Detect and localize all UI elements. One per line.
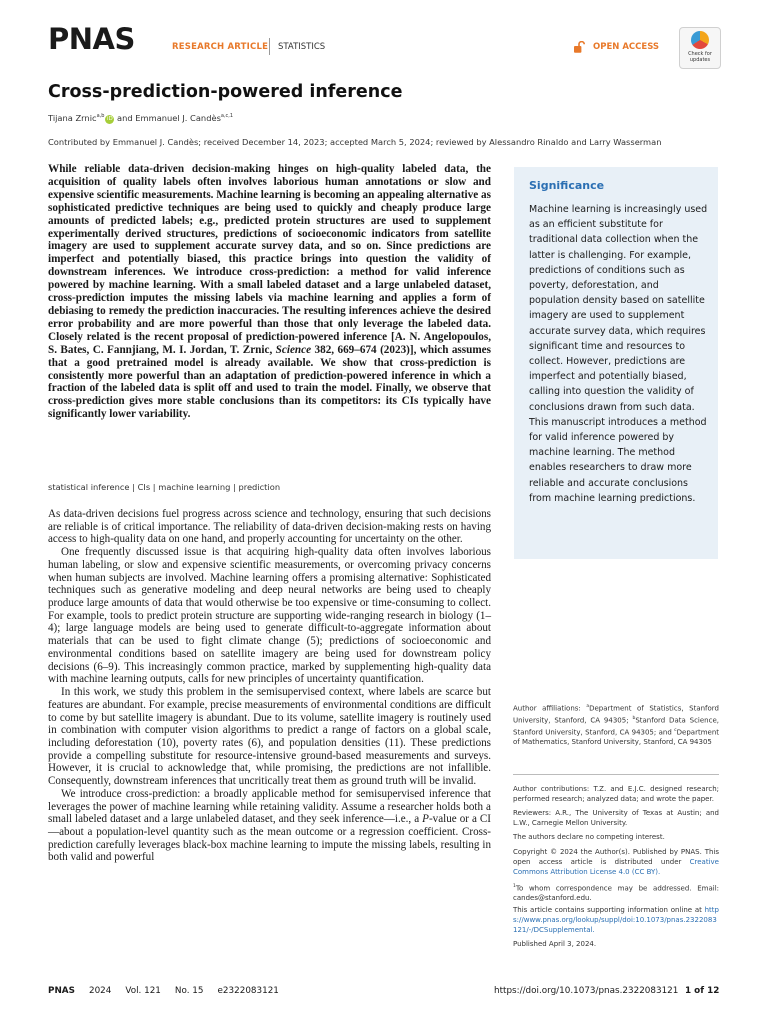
supporting-info: This article contains supporting information online at https://www.pnas.org/lookup/suppl/doi:10.1073/pnas.2322083121/-/DCSupplemental. <box>513 906 719 934</box>
author-contributions: Author contributions: T.Z. and E.J.C. designed research; performed research; analyzed data; and wrote the paper. <box>513 785 719 803</box>
footer-citation: PNAS 2024 Vol. 121 No. 15 e2322083121 <box>48 986 279 996</box>
journal-logo[interactable]: PNAS <box>48 22 135 56</box>
badge-text: Check for updates <box>688 51 712 63</box>
paragraph: In this work, we study this problem in the semisupervised context, where labels are scarce but features are abundant. For example, precise measurements of environmental conditions are difficult to come by but satellite imagery is abundant. Due to its volume, satellite imagery is routinely used in combination with computer vision algorithms to predict a range of factors on a global scale, including deforestation (10), poverty rates (6), and population densities (11). These predictions provide a compelling substitute for resource-intensive ground-based measurements and surveys. However, it is crucial to acknowledge that, while promising, the predictions are not infallible. Consequently, downstream inferences that uncritically treat them as ground truth will be invalid. <box>48 686 491 788</box>
significance-box <box>514 167 718 559</box>
supporting-link[interactable]: https://www.pnas.org/lookup/suppl/doi:10.1073/pnas.2322083121/-/DCSupplemental. <box>513 906 719 934</box>
page-number: 1 of 12 <box>685 986 720 996</box>
author-list <box>48 113 233 124</box>
body-text <box>48 508 491 864</box>
published-date: Published April 3, 2024. <box>513 940 597 948</box>
author-sup: a,c,1 <box>220 113 234 120</box>
footer-journal: PNAS <box>48 986 75 996</box>
side-divider <box>513 774 719 775</box>
author-sup: a,b <box>96 113 105 120</box>
paragraph: We introduce cross-prediction: a broadly applicable method for semisupervised inference that leverages the power of machine learning while retaining validity. Assume a researcher holds both a small labeled dataset and a large unlabeled dataset, and they seek inference—i.e., a P-value or a CI—about a population-level quantity such as the mean outcome or a regression coefficient. Cross-prediction carefully leverages black-box machine learning to impute the missing labels, resulting in both valid and powerful <box>48 787 491 864</box>
contribution-line: Contributed by Emmanuel J. Candès; received December 14, 2023; accepted March 5, 2024; reviewed by Alessandro Rinaldo and Larry Wasserman <box>48 137 662 147</box>
author-affiliations: Author affiliations: $^a$Department of Statistics, Stanford University, Stanford, CA 94305; $^b$Stanford Data Science, Stanford University, Stanford, CA 94305; and $^c$Department of Mathematics, Stanford University, Stanford, CA 94305 <box>513 704 720 747</box>
copyright-note: Copyright © 2024 the Author(s). Published by PNAS. This open access article is distributed under Creative Commons Attribution License 4.0 (CC BY). <box>513 848 719 876</box>
significance-text: Machine learning is increasingly used as an efficient substitute for traditional data collection when the latter is challenging. For example, predictions of conditions such as poverty, deforestation, and population density based on satellite imagery are used to supplement accurate survey data, which requires significant time and resources to collect. However, predictions are imperfect and potentially biased, calling into question the validity of conclusions drawn from such data. This manuscript introduces a method for valid inference powered by machine learning. The method enables researchers to draw more reliable and accurate conclusions from machine learning predictions. <box>529 204 708 504</box>
author-name[interactable]: Tijana Zrnic <box>48 113 97 123</box>
reviewers-note: Reviewers: A.R., The University of Texas at Austin; and L.W., Carnegie Mellon University. <box>513 809 719 827</box>
header-divider <box>269 38 270 55</box>
check-for-updates-badge[interactable] <box>679 27 721 69</box>
orcid-icon[interactable]: iD <box>107 116 113 122</box>
abstract: While reliable data-driven decision-making hinges on high-quality labeled data, the acquisition of quality labels often involves laborious human annotations or slow and expensive scientific measurements. Machine learning is becoming an appealing alternative as sophisticated predictive techniques are being used to quickly and cheaply produce large amounts of predicted labels; e.g., predicted protein structures are used to supplement experimentally derived structures, predictions of socioeconomic indicators from satellite imagery are used to supplement accurate survey data, and so on. Since predictions are imperfect and potentially biased, this practice brings into question the validity of downstream inferences. We introduce cross-prediction: a method for valid inference powered by machine learning. With a small labeled dataset and a large unlabeled dataset, cross-prediction imputes the missing labels via machine learning and applies a form of debiasing to remedy the prediction inaccuracies. The resulting inferences achieve the desired error probability and are more powerful than those that only leverage the labeled data. Closely related is the recent proposal of prediction-powered inference [A. N. Angelopoulos, S. Bates, C. Fannjiang, M. I. Jordan, T. Zrnic, Science 382, 669–674 (2023)], which assumes that a good pretrained model is already available. We show that cross-prediction is consistently more powerful than an adaptation of prediction-powered inference in which a fraction of the labeled data is split off and used to train the model. Finally, we observe that cross-prediction gives more stable conclusions than its competitors: its CIs typically have significantly lower variability. <box>48 163 492 421</box>
paragraph: One frequently discussed issue is that acquiring high-quality data often involves laborious human labeling, or slow and expensive scientific measurements, or overcoming privacy concerns when human subjects are involved. Machine learning offers a promising alternative: Sophisticated techniques such as generative modeling and deep neural networks are being used to cheaply produce large amounts of data that would otherwise be too expensive or time-consuming to collect. For example, tools to predict protein structure are supporting wide-ranging research in biology (1–4); large language models are being used to generate difficult-to-aggregate information about materials that can be used to fight climate change (5); predictions of socioeconomic and environmental conditions based on satellite imagery are being used for downstream policy decisions (6–9). This increasingly common practice, marked by supplementing high-quality data with machine learning outputs, calls for new principles of uncertainty quantification. <box>48 546 491 686</box>
paragraph: As data-driven decisions fuel progress across science and technology, ensuring that such decisions are reliable is of critical importance. The reliability of data-driven decision-making rests on having access to high-quality data on one hand, and properly accounting for uncertainty on the other. <box>48 508 491 546</box>
lock-open-icon <box>574 41 585 53</box>
significance-heading: Significance <box>529 179 605 192</box>
license-link[interactable]: Creative Commons Attribution License 4.0 (CC BY). <box>513 857 719 876</box>
subject-category[interactable]: STATISTICS <box>278 42 326 52</box>
journal-reference: Science <box>275 343 312 356</box>
article-title: Cross-prediction-powered inference <box>48 82 403 102</box>
open-access-label: OPEN ACCESS <box>593 42 660 52</box>
author-connector: and <box>114 113 136 123</box>
article-type: RESEARCH ARTICLE <box>172 42 269 52</box>
competing-interest: The authors declare no competing interest. <box>513 833 665 841</box>
doi-link[interactable]: https://doi.org/10.1073/pnas.2322083121 <box>494 986 679 996</box>
author-name[interactable]: Emmanuel J. Candès <box>135 113 221 123</box>
keywords: statistical inference | CIs | machine learning | prediction <box>48 482 281 492</box>
check-for-updates-icon <box>691 31 709 49</box>
correspondence-note: $^1$To whom correspondence may be addressed. Email: candes@stanford.edu. <box>513 884 719 903</box>
